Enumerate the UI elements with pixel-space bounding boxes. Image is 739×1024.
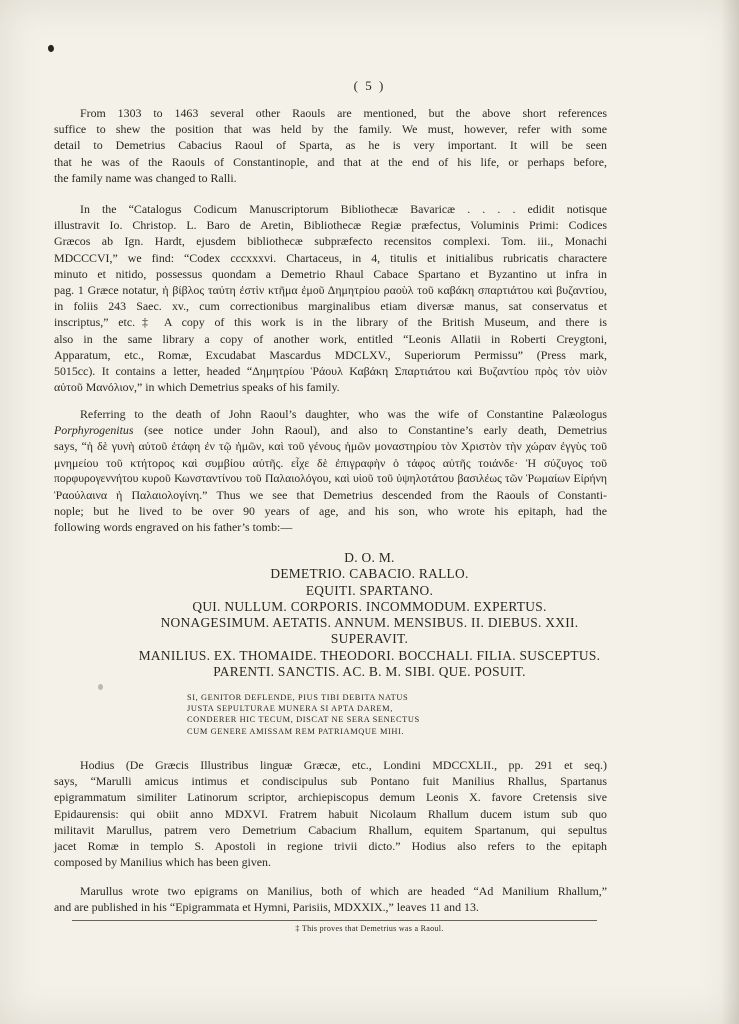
text-line: the family name was changed to Ralli. — [54, 170, 237, 185]
text-line: Hodius (De Græcis Illustribus linguæ Græcæ, etc., Londini MDCCXLII., pp. 291 et seq.) — [80, 758, 607, 772]
text-line: suffice to shew the position that was held by the family. We must, however, refer with some — [54, 122, 607, 137]
inscription-line: NONAGESIMUM. AETATIS. ANNUM. MENSIBUS. II. DIEBUS. XXII. — [160, 615, 579, 631]
epitaph-line: SI, GENITOR DEFLENDE, PIUS TIBI DEBITA NATUS — [187, 693, 409, 702]
inscription-line: SUPERAVIT. — [330, 631, 409, 647]
inscription-line: QUI. NULLUM. CORPORIS. INCOMMODUM. EXPERTUS. — [192, 598, 547, 614]
paragraph-marullus-epigrams — [54, 883, 607, 915]
text-line: μνημείου τοῦ κτήτορος καὶ συμβίου αὐτῆς. εἶχε δὲ ἐπιγραφὴν ὁ τάφος αὐτῆς τοιάνδε· Ἡ σύζυγος τοῦ — [54, 455, 607, 470]
inscription-line: MANILIUS. EX. THOMAIDE. THEODORI. BOCCHALI. FILIA. SUSCEPTUS. — [138, 647, 601, 663]
text-line: says, “ἡ δὲ γυνὴ αὐτοῦ ἐτάφη ἐν τῷ ἡμῶν, καὶ τοῦ γένους ἡμῶν μοναστηρίου τὸν Χριστὸν τὴν χώραν ἐγγὺς τοῦ — [54, 439, 607, 454]
text-line: Græcos ab Ign. Hardt, ejusdem bibliothecæ subpræfecto recensitos complexi. Tom. iii., Monachi — [54, 234, 607, 249]
text-line: also in the same library a copy of another work, entitled “Leonis Allatii in Roberti Creygtoni, — [54, 331, 607, 346]
paragraph-hodius — [54, 757, 607, 870]
footnote: ‡ This proves that Demetrius was a Raoul. — [295, 924, 444, 933]
text-line: illustravit Io. Christop. L. Baro de Aretin, Bibliothecæ Regiæ præfectus, Voluminis Primi: Codices — [54, 218, 607, 233]
text-line: In the “Catalogus Codicum Manuscriptorum Bibliothecæ Bavaricæ . . . . edidit notisque — [80, 202, 607, 216]
epitaph-line: CUM GENERE AMISSAM REM PATRIAMQUE MIHI. — [187, 726, 405, 736]
paragraph-catalogus-codicum — [54, 201, 607, 395]
text-line: militavit Marullus, patrem vero Demetrium Cabacium Rhallum, equitem Spartanum, qui sepultus — [54, 822, 607, 837]
text-line: Epidaurensis: qui obiit anno MDXVI. Fratrem habuit Nicolaum Rhallum ducem istum sub quo — [54, 806, 607, 821]
text-line: From 1303 to 1463 several other Raouls are mentioned, but the above short references — [80, 106, 607, 120]
text-line: following words engraved on his father’s tomb:— — [54, 520, 293, 535]
text-line: Apparatum, etc., Romæ, Excudabat Mascardus MDCLXV., Superiorum Permissu” (Press mark, — [54, 347, 607, 362]
inscription-line: DEMETRIO. CABACIO. RALLO. — [270, 566, 469, 582]
text-line: inscriptus,” etc.‡ A copy of this work is in the library of the British Museum, and there is — [54, 315, 607, 330]
text-line: MDCCCVI,” we find: “Codex cccxxxvi. Chartaceus, in 4, titulis et initialibus rubricatis charactere — [54, 250, 607, 265]
ink-blot-mark — [47, 44, 55, 53]
epitaph-verse — [187, 692, 420, 737]
epitaph-line: CONDERER HIC TECUM, DISCAT NE SERA SENECTUS — [187, 715, 420, 725]
text-line: and are published in his “Epigrammata et Hymni, Parisiis, MDXXIX.,” leaves 11 and 13. — [54, 900, 479, 915]
text-line: that he was of the Raouls of Constantinople, and that at the end of his life, or perhaps before, — [54, 154, 607, 169]
text-line: minuto et nitido, possessus quondam a Demetrio Rhaul Cabace Spartano et Byzantino ut infra in — [54, 266, 607, 281]
italic-word: Porphyrogenitus — [54, 423, 134, 438]
inscription-line: EQUITI. SPARTANO. — [305, 582, 434, 598]
text-line: Porphyrogenitus (see notice under John Raoul), and also to Constantine’s early death, Demetrius — [54, 423, 607, 438]
text-line: jacet Romæ in templo S. Apostoli in regione trivii dicto.” Hodius also refers to the epitaph — [54, 838, 607, 853]
tomb-inscription — [0, 550, 739, 680]
paragraph-john-raoul-daughter — [54, 406, 607, 536]
text-line: 5015cc). It contains a letter, headed “Δημητρίου Ῥάουλ Καβάκη Σπαρτιάτου καὶ Βυζαντίου πρὸς τὸν υἱὸν — [54, 363, 607, 378]
text-line: Referring to the death of John Raoul’s daughter, who was the wife of Constantine Palæologus — [80, 407, 607, 421]
page-number: ( 5 ) — [353, 78, 386, 93]
text-line: epigrammatum similiter Latinorum scriptor, archiepiscopus demum Leonis X. favore Cretensis sive — [54, 790, 607, 805]
text-line: nople; but he lived to be over 90 years of age, and his son, who wrote his epitaph, had the — [54, 504, 607, 519]
page-edge-shadow — [721, 0, 739, 1024]
text-line: Ῥαούλαινα ἡ Παλαιολογίνη.” Thus we see that Demetrius descended from the Raouls of Constanti- — [54, 487, 607, 502]
text-line: in foliis 243 Saec. xv., cum correctionibus marginalibus etiam diversæ manus, sat conservatus et — [54, 299, 607, 314]
inscription-line: PARENTI. SANCTIS. AC. B. M. SIBI. QUE. POSUIT. — [213, 664, 526, 680]
paper-smudge-mark — [98, 684, 103, 690]
text-line: pag. 1 Græce notatur, ἡ βίβλος ταύτη ἐστὶν κτῆμα ἐμοῦ Δημητρίου ραοὺλ τοῦ καβάκη σπαρτιάτου καὶ βυζαντίου, — [54, 282, 607, 297]
epitaph-line: JUSTA SEPULTURAE MUNERA SI APTA DAREM, — [187, 704, 393, 714]
paragraph-raouls-mentioned — [54, 105, 607, 186]
text-line: πορφυρογεννήτου κυροῦ Κωνσταντίνου τοῦ Παλαιολόγου, καὶ υἱοῦ τοῦ ὑψηλοτάτου βασιλέως τῶν Ῥωμαίων Εἰρήνη — [54, 471, 607, 485]
inscription-line: D. O. M. — [344, 550, 395, 565]
text-line: detail to Demetrius Cabacius Raoul of Sparta, as he is very important. It will be seen — [54, 138, 607, 153]
text-line: says, “Marulli amicus intimus et condiscipulus sub Pontano fuit Manilius Rhallus, Spartanus — [54, 774, 607, 789]
text-line: αὐτοῦ Μανόλιον,” in which Demetrius speaks of his family. — [54, 380, 340, 395]
text-line: composed by Manilius which has been given. — [54, 855, 271, 870]
footnote-rule — [72, 920, 597, 921]
text-line: Marullus wrote two epigrams on Manilius, both of which are headed “Ad Manilium Rhallum,” — [80, 884, 607, 898]
